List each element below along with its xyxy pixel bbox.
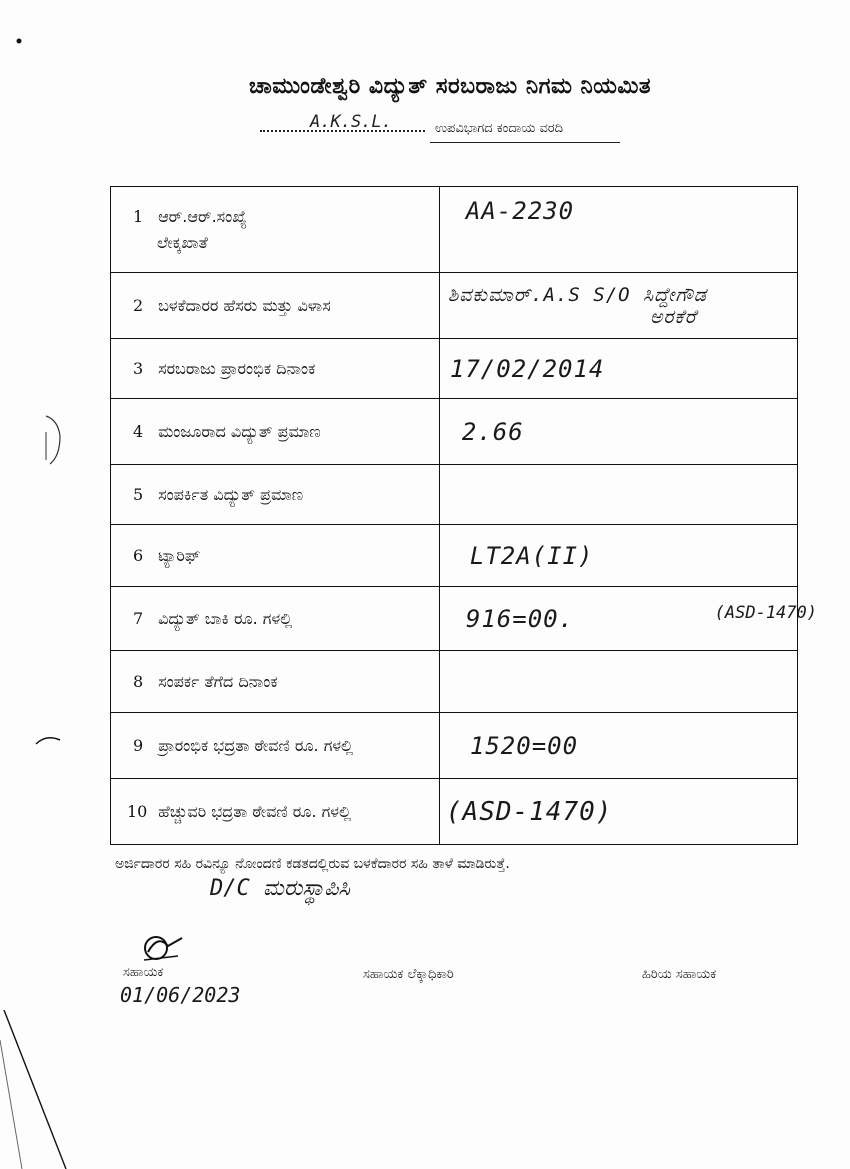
disconnection-date-value [440,668,466,696]
assistant-signature-label: ಸಹಾಯಕ [123,965,164,980]
row-number: 6 [133,545,144,565]
row-value [439,339,797,399]
document-title: ಚಾಮುಂಡೇಶ್ವರಿ ವಿದ್ಯುತ್ ಸರಬರಾಜು ನಿಗಮ ನಿಯಮಿತ [248,74,652,99]
row-label [111,779,440,845]
revenue-report-table [110,186,817,845]
initial-deposit-value: 1520=00 [469,731,579,760]
table-row [111,525,798,587]
row-label [111,339,440,399]
table-row [111,273,798,339]
row-label-text: ವಿದ್ಯುತ್ ಬಾಕಿ ರೂ. ಗಳಲ್ಲಿ [158,608,293,628]
row-number: 3 [133,358,144,378]
row-value [439,273,797,339]
rr-number-value: AA-2230 [465,197,575,225]
row-value [439,779,797,845]
consumer-name-value: ಶಿವಕುಮಾರ್.A.S S/O ಸಿದ್ದೇಗೌಡ [447,283,707,306]
connected-load-value [440,481,466,509]
margin-edge-line [0,1010,70,1169]
row-label-text: ಸಂಪರ್ಕಿತ ವಿದ್ಯುತ್ ಪ್ರಮಾಣ [158,484,304,504]
row-label [111,399,440,465]
row-value [439,187,797,273]
row-label-text: ಪ್ರಾರಂಭಿಕ ಭದ್ರತಾ ಠೇವಣಿ ರೂ. ಗಳಲ್ಲಿ [158,735,354,755]
row-label-text: ಸಂಪರ್ಕ ತೆಗೆದ ದಿನಾಂಕ [158,671,278,691]
table-row [111,779,798,845]
row-value [439,525,797,587]
document-subtitle: ಉಪವಿಭಾಗದ ಕಂದಾಯ ವರದಿ [435,121,564,136]
margin-arc-mark [34,732,64,752]
signature-verification-note: ಅರ್ಜಿದಾರರ ಸಹಿ ರವಿನ್ಯೂ ನೋಂದಣಿ ಕಡತದಲ್ಲಿರುವ ಬಳಕೆದಾರರ ಸಹಿ ತಾಳೆ ಮಾಡಿರುತ್ತೆ. [115,856,510,872]
subdivision-handwritten: A.K.S.L. [310,112,392,132]
subtitle-underline [430,142,620,143]
senior-assistant-label: ಹಿರಿಯ ಸಹಾಯಕ [642,967,717,982]
row-label [111,273,440,339]
tariff-value: LT2A(II) [469,541,594,570]
subtitle-row [260,112,640,138]
dc-handwritten-note: D/C ಮರುಸ್ಥಾಪಿಸಿ [210,876,350,901]
table-row [111,399,798,465]
supply-start-date-value: 17/02/2014 [449,354,605,383]
row-number: 5 [133,484,144,504]
asd-note-value: (ASD-1470) [714,603,817,623]
row-number: 8 [133,671,144,691]
row-label [111,525,440,587]
table-row [111,713,798,779]
row-number: 4 [133,421,144,441]
table-row [111,187,798,273]
assistant-accounts-officer-label: ಸಹಾಯಕ ಲೆಕ್ಕಾಧಿಕಾರಿ [363,967,454,982]
row-label-text: ಬಳಕೆದಾರರ ಹೆಸರು ಮತ್ತು ವಿಳಾಸ [158,295,331,315]
power-arrears-value: 916=00. [465,604,575,633]
row-label-text: ಹೆಚ್ಚುವರಿ ಭದ್ರತಾ ಠೇವಣಿ ರೂ. ಗಳಲ್ಲಿ [158,801,352,821]
consumer-address-value: ಅರಕೆರೆ [649,305,697,328]
row-label-line2: ಲೇಕ್ಕಖಾತೆ [157,232,208,252]
row-label-text: ಸರಬರಾಜು ಪ್ರಾರಂಭಿಕ ದಿನಾಂಕ [158,358,316,378]
margin-dot-mark [14,36,24,46]
sanctioned-load-value: 2.66 [461,417,524,446]
row-number: 2 [133,295,144,315]
row-value [439,399,797,465]
assistant-signature-date: 01/06/2023 [120,983,241,1007]
table-row [111,465,798,525]
row-label [111,651,440,713]
table-row [111,651,798,713]
row-label-text: ಟ್ಯಾರಿಫ್ [158,545,201,565]
row-label [111,465,440,525]
row-number: 7 [133,608,144,628]
row-number: 9 [133,735,144,755]
row-label-text: ಮಂಜೂರಾದ ವಿದ್ಯುತ್ ಪ್ರಮಾಣ [158,421,321,441]
row-value [439,651,797,713]
row-label [111,187,440,273]
row-label [111,713,440,779]
row-value [439,465,797,525]
margin-bracket-mark [40,412,70,467]
row-number: 1 [133,206,144,226]
row-number: 10 [127,801,148,821]
additional-deposit-value: (ASD-1470) [445,796,613,827]
table-row [111,339,798,399]
table-row [111,587,798,651]
row-label [111,587,440,651]
row-label-text: ಆರ್.ಆರ್.ಸಂಖ್ಯೆ [158,206,247,226]
row-value [439,587,817,651]
row-value [439,713,797,779]
